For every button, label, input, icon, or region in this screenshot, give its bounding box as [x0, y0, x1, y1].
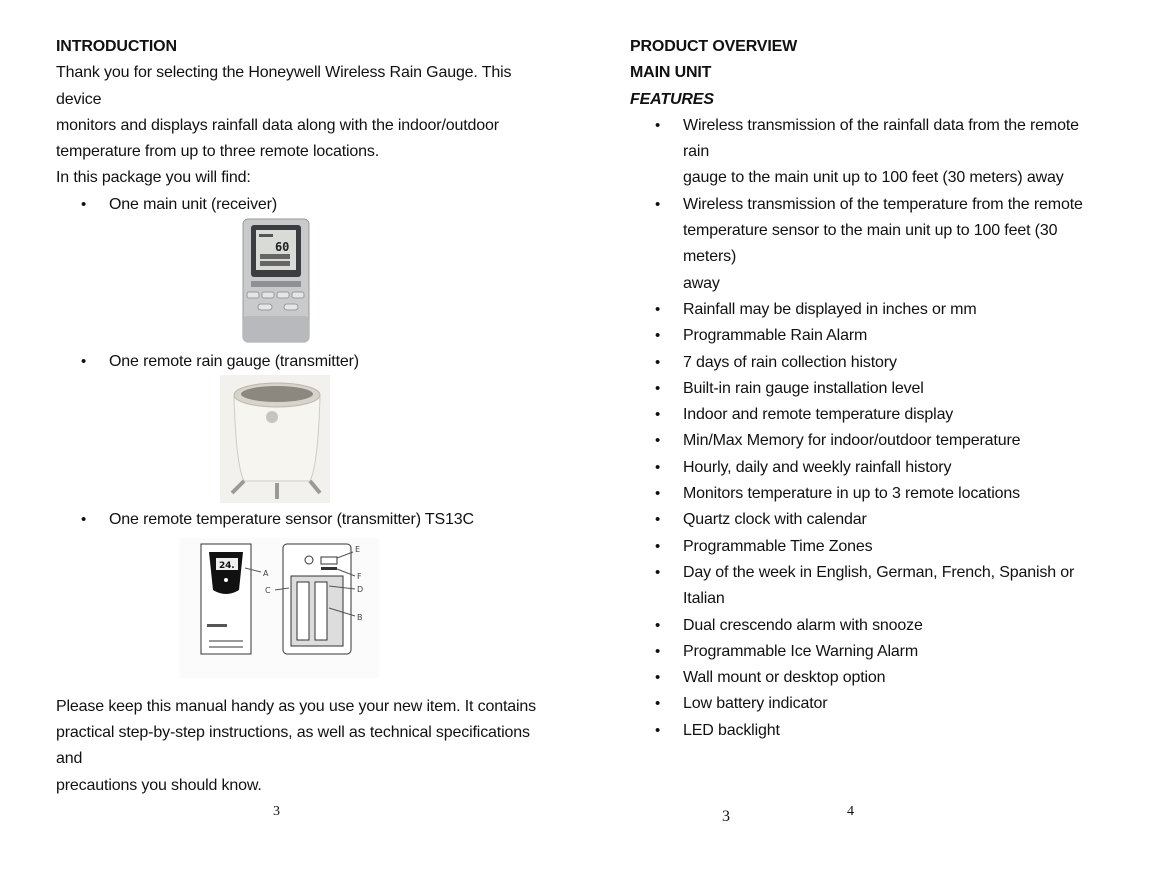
outro-line-2: practical step-by-step instructions, as well as technical specifications and — [56, 723, 530, 768]
sensor-diagram — [179, 538, 379, 678]
package-item-rain-gauge: • One remote rain gauge (transmitter) — [56, 349, 556, 375]
intro-line-1: Thank you for selecting the Honeywell Wireless Rain Gauge. This device — [56, 64, 512, 108]
feature-item: • Built-in rain gauge installation level — [630, 376, 1100, 402]
features-list — [630, 113, 1100, 744]
feature-item: • Programmable Ice Warning Alarm — [630, 639, 1100, 665]
features-label: FEATURES — [630, 90, 714, 108]
callout-f: F — [356, 571, 361, 581]
package-item-main-unit: • One main unit (receiver) — [56, 192, 556, 218]
feature-item: • Low battery indicator — [630, 691, 1100, 717]
temperature-sensor-image — [1, 538, 556, 690]
package-list — [56, 192, 556, 218]
package-item-temperature-sensor: • One remote temperature sensor (transmitter) TS13C — [56, 507, 556, 533]
feature-item: • Min/Max Memory for indoor/outdoor temperature — [630, 428, 1100, 454]
callout-e: E — [354, 544, 360, 554]
feature-item: • 7 days of rain collection history — [630, 350, 1100, 376]
receiver-illustration — [242, 218, 310, 343]
feature-item: • Day of the week in English, German, French, Spanish or Italian — [630, 560, 1100, 613]
rain-gauge-illustration — [220, 375, 330, 503]
feature-item: • Hourly, daily and weekly rainfall history — [630, 455, 1100, 481]
callout-c: C — [264, 585, 270, 595]
right-page — [630, 34, 1100, 744]
center-page-number: 3 — [722, 808, 730, 825]
left-page — [56, 34, 556, 799]
outro-line-3: precautions you should know. — [56, 776, 262, 794]
main-unit-image — [0, 218, 556, 343]
product-overview-heading: PRODUCT OVERVIEW — [630, 38, 798, 55]
left-page-number: 3 — [273, 804, 280, 819]
callout-a: A — [262, 568, 268, 578]
callout-d: D — [356, 584, 363, 594]
outro-line-1: Please keep this manual handy as you use your new item. It contains — [56, 697, 537, 715]
intro-line-3: temperature from up to three remote locations. — [56, 143, 380, 161]
right-page-number: 4 — [847, 804, 854, 819]
package-label: In this package you will find: — [56, 169, 251, 187]
feature-item: • Indoor and remote temperature display — [630, 402, 1100, 428]
rain-gauge-image — [0, 375, 556, 507]
feature-item: • Wireless transmission of the temperature from the remote temperature sensor to the main unit up to 100 feet (30 meters) away — [630, 192, 1100, 297]
feature-item: • Dual crescendo alarm with snooze — [630, 613, 1100, 639]
feature-item: • Programmable Time Zones — [630, 534, 1100, 560]
feature-item: • Quartz clock with calendar — [630, 507, 1100, 533]
svg-text:60: 60 — [275, 240, 290, 255]
callout-b: B — [356, 612, 362, 622]
feature-item: • LED backlight — [630, 718, 1100, 744]
feature-item: • Wireless transmission of the rainfall data from the remote rain gauge to the main unit up to 100 feet (30 meters) away — [630, 113, 1100, 192]
svg-text:24.: 24. — [218, 560, 234, 571]
main-unit-subheading: MAIN UNIT — [630, 64, 712, 82]
feature-item: • Wall mount or desktop option — [630, 665, 1100, 691]
intro-heading: INTRODUCTION — [56, 38, 177, 55]
intro-line-2: monitors and displays rainfall data along with the indoor/outdoor — [56, 116, 499, 134]
feature-item: • Monitors temperature in up to 3 remote locations — [630, 481, 1100, 507]
feature-item: • Programmable Rain Alarm — [630, 323, 1100, 349]
feature-item: • Rainfall may be displayed in inches or mm — [630, 297, 1100, 323]
